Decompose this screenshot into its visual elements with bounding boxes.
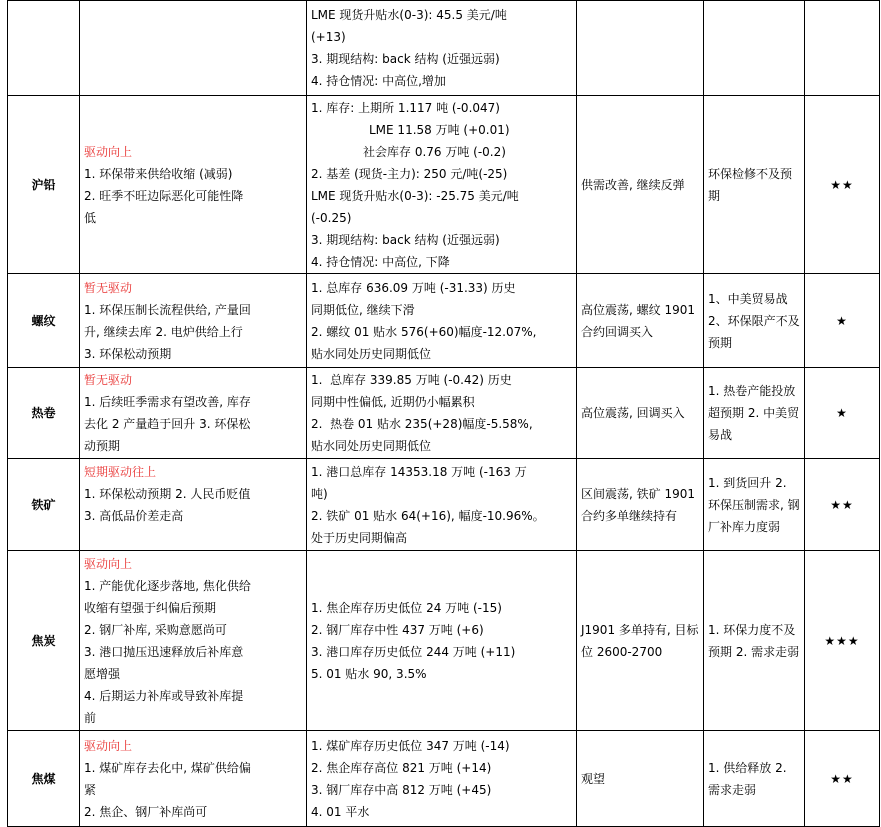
risk-cell: 环保检修不及预期 — [704, 96, 805, 274]
driver-cell — [80, 96, 307, 274]
driver-line: 收缩有望强于纠偏后预期 — [84, 600, 217, 615]
driver-line: 低 — [84, 210, 97, 225]
driver-line: 升, 继续去库 2. 电炉供给上行 — [84, 324, 243, 339]
fundamental-line: 2. 热卷 01 贴水 235(+28)幅度-5.58%, — [311, 417, 533, 431]
fundamental-line: 1. 焦企库存历史低位 24 万吨 (-15) — [311, 600, 502, 615]
driver-line: 2. 焦企、钢厂补库尚可 — [84, 804, 208, 819]
view-cell: 高位震荡, 回调买入 — [577, 368, 704, 459]
driver-line: 3. 环保松动预期 — [84, 346, 172, 361]
driver-cell — [80, 274, 307, 368]
driver-title: 暂无驱动 — [84, 280, 133, 295]
commodity-name: 沪铅 — [8, 96, 80, 274]
fundamental-line: 1. 港口总库存 14353.18 万吨 (-163 万 — [311, 464, 527, 479]
view-cell: 区间震荡, 铁矿 1901 合约多单继续持有 — [577, 459, 704, 551]
driver-cell — [80, 731, 307, 827]
view-cell — [577, 1, 704, 96]
view-cell: 观望 — [577, 731, 704, 827]
fundamental-line: 处于历史同期偏高 — [311, 530, 408, 545]
fundamental-line: 同期中性偏低, 近期仍小幅累积 — [311, 395, 475, 409]
driver-line: 2. 旺季不旺边际恶化可能性降 — [84, 188, 244, 203]
fundamental-line: 3. 期现结构: back 结构 (近强远弱) — [311, 232, 500, 247]
commodity-name: 铁矿 — [8, 459, 80, 551]
driver-line: 前 — [84, 710, 97, 725]
table-row — [8, 731, 880, 827]
driver-line: 2. 钢厂补库, 采购意愿尚可 — [84, 622, 227, 637]
table-row — [8, 1, 880, 96]
driver-line: 紧 — [84, 782, 97, 797]
driver-line: 1. 环保压制长流程供给, 产量回 — [84, 302, 251, 317]
driver-line: 1. 产能优化逐步落地, 焦化供给 — [84, 578, 251, 593]
fundamental-line: 贴水同处历史同期低位 — [311, 439, 432, 453]
table-row — [8, 96, 880, 274]
commodity-name: 焦煤 — [8, 731, 80, 827]
view-cell: 高位震荡, 螺纹 1901 合约回调买入 — [577, 274, 704, 368]
risk-cell: 1. 到货回升 2. 环保压制需求, 钢厂补库力度弱 — [704, 459, 805, 551]
fundamental-line: 2. 钢厂库存中性 437 万吨 (+6) — [311, 622, 484, 637]
commodity-table — [7, 0, 880, 827]
fundamental-line: 1. 总库存 636.09 万吨 (-31.33) 历史 — [311, 280, 516, 295]
commodity-name: 焦炭 — [8, 551, 80, 731]
rating-stars: ★★ — [805, 96, 880, 274]
fundamental-line: 5. 01 贴水 90, 3.5% — [311, 666, 427, 681]
driver-line: 动预期 — [84, 439, 121, 453]
risk-cell: 1、中美贸易战 2、环保限产不及预期 — [704, 274, 805, 368]
fundamental-line: 4. 持仓情况: 中高位,增加 — [311, 74, 446, 88]
driver-cell — [80, 1, 307, 96]
fundamental-line: 3. 钢厂库存中高 812 万吨 (+45) — [311, 782, 492, 797]
driver-line: 3. 高低品价差走高 — [84, 509, 184, 523]
fundamental-line: 2. 焦企库存高位 821 万吨 (+14) — [311, 760, 492, 775]
driver-title: 驱动向上 — [84, 556, 133, 571]
rating-stars: ★ — [805, 368, 880, 459]
fundamental-line: 2. 螺纹 01 贴水 576(+60)幅度-12.07%, — [311, 324, 537, 339]
driver-line: 1. 环保松动预期 2. 人民币贬值 — [84, 487, 251, 501]
fundamentals-cell — [307, 96, 577, 274]
fundamentals-cell — [307, 368, 577, 459]
fundamentals-cell — [307, 1, 577, 96]
driver-cell — [80, 551, 307, 731]
driver-title: 驱动向上 — [84, 738, 133, 753]
rating-stars: ★★ — [805, 459, 880, 551]
fundamental-line: 同期低位, 继续下滑 — [311, 302, 415, 317]
driver-line: 去化 2 产量趋于回升 3. 环保松 — [84, 417, 251, 431]
table-row — [8, 368, 880, 459]
risk-cell — [704, 1, 805, 96]
fundamental-line: 3. 期现结构: back 结构 (近强远弱) — [311, 52, 500, 66]
risk-cell: 1. 环保力度不及预期 2. 需求走弱 — [704, 551, 805, 731]
fundamental-line: 1. 总库存 339.85 万吨 (-0.42) 历史 — [311, 373, 512, 387]
commodity-name: 热卷 — [8, 368, 80, 459]
fundamental-line: 4. 01 平水 — [311, 804, 370, 819]
driver-title: 短期驱动往上 — [84, 465, 157, 479]
fundamental-line: 贴水同处历史同期低位 — [311, 346, 432, 361]
view-cell: J1901 多单持有, 目标位 2600-2700 — [577, 551, 704, 731]
fundamental-line: (+13) — [311, 30, 346, 44]
fundamental-line: 社会库存 0.76 万吨 (-0.2) — [363, 144, 506, 159]
rating-stars — [805, 1, 880, 96]
fundamental-line: LME 现货升贴水(0-3): -25.75 美元/吨 — [311, 188, 519, 203]
fundamentals-cell — [307, 459, 577, 551]
driver-line: 3. 港口抛压迅速释放后补库意 — [84, 644, 244, 659]
fundamental-line: 1. 煤矿库存历史低位 347 万吨 (-14) — [311, 738, 510, 753]
fundamental-line: (-0.25) — [311, 210, 352, 225]
driver-cell — [80, 368, 307, 459]
risk-cell: 1. 热卷产能投放超预期 2. 中美贸易战 — [704, 368, 805, 459]
fundamentals-cell — [307, 731, 577, 827]
commodity-name: 螺纹 — [8, 274, 80, 368]
fundamental-line: LME 现货升贴水(0-3): 45.5 美元/吨 — [311, 8, 507, 22]
fundamentals-cell — [307, 274, 577, 368]
fundamental-line: 2. 铁矿 01 贴水 64(+16), 幅度-10.96%。 — [311, 508, 545, 523]
fundamental-line: LME 11.58 万吨 (+0.01) — [369, 122, 510, 137]
rating-stars: ★ — [805, 274, 880, 368]
table-row — [8, 459, 880, 551]
table-row — [8, 274, 880, 368]
rating-stars: ★★★ — [805, 551, 880, 731]
driver-cell — [80, 459, 307, 551]
driver-line: 1. 煤矿库存去化中, 煤矿供给偏 — [84, 760, 251, 775]
commodity-name — [8, 1, 80, 96]
fundamental-line: 2. 基差 (现货-主力): 250 元/吨(-25) — [311, 166, 508, 181]
driver-line: 1. 后续旺季需求有望改善, 库存 — [84, 395, 251, 409]
fundamental-line: 3. 港口库存历史低位 244 万吨 (+11) — [311, 644, 516, 659]
view-cell: 供需改善, 继续反弹 — [577, 96, 704, 274]
driver-line: 1. 环保带来供给收缩 (减弱) — [84, 166, 233, 181]
fundamental-line: 1. 库存: 上期所 1.117 吨 (-0.047) — [311, 100, 500, 115]
risk-cell: 1. 供给释放 2. 需求走弱 — [704, 731, 805, 827]
fundamentals-cell — [307, 551, 577, 731]
driver-line: 愿增强 — [84, 666, 121, 681]
fundamental-line: 4. 持仓情况: 中高位, 下降 — [311, 254, 450, 269]
driver-line: 4. 后期运力补库或导致补库提 — [84, 688, 244, 703]
table-row — [8, 551, 880, 731]
driver-title: 暂无驱动 — [84, 373, 133, 387]
driver-title: 驱动向上 — [84, 144, 133, 159]
rating-stars: ★★ — [805, 731, 880, 827]
fundamental-line: 吨) — [311, 486, 328, 501]
